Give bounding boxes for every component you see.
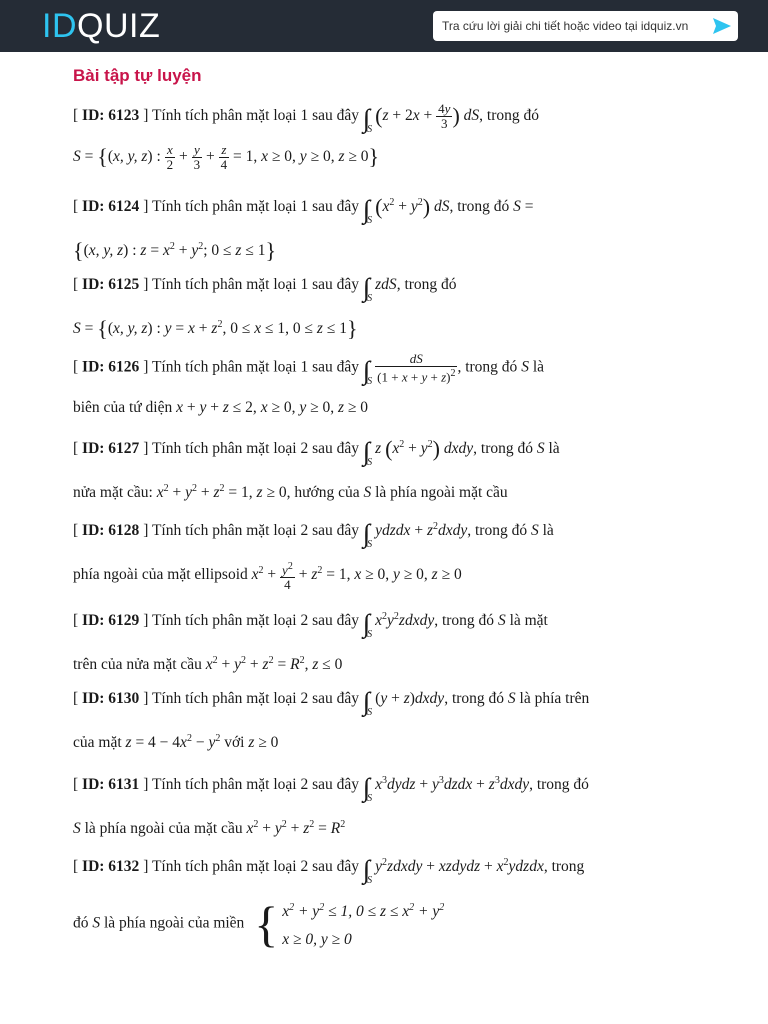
exercise-text: Tính tích phân mặt loại 1 sau đây: [151, 198, 360, 216]
send-button[interactable]: [710, 15, 734, 37]
exercise-text: Tính tích phân mặt loại 2 sau đây: [151, 776, 360, 794]
logo-quiz-text: QUIZ: [77, 7, 161, 45]
exercise-tail: , trong đó: [457, 358, 518, 376]
exercise-text: Tính tích phân mặt loại 2 sau đây: [151, 690, 360, 707]
exercise-id: ID: 6124: [82, 198, 140, 216]
exercise-text-2: của mặt: [73, 734, 122, 752]
exercise-text: Tính tích phân mặt loại 2 sau đây: [151, 612, 360, 630]
logo-id-text: ID: [42, 7, 77, 45]
exercise-6132: [ ID: 6132 ] Tính tích phân mặt loại 2 sau đây ∫∫ $_Sy^2zdxdy$ + xzdydz + $x^2ydzdx$, trong đó S là phía ngoài của miền { $x^2 + y^2 \le 1$, $0 \le z \le x^2 + y^2$ x ≥ 0, y ≥ 0: [73, 850, 695, 954]
search-placeholder: Tra cứu lời giải chi tiết hoặc video tại idquiz.vn: [442, 19, 689, 33]
exercise-6125: [ ID: 6125 ] Tính tích phân mặt loại 1 sau đây ∫∫ $_S$zdS, trong đó S = {(x, y, z) : $y = x + z^2$, 0 ≤ x ≤ 1, 0 ≤ z ≤ 1}: [73, 273, 457, 342]
exercise-tail: , trong đó: [434, 612, 495, 630]
exercise-text: Tính tích phân mặt loại 1 sau đây: [151, 276, 360, 293]
exercise-id: ID: 6127: [82, 440, 140, 458]
exercise-id: ID: 6125: [82, 276, 140, 293]
exercise-text-2: là phía ngoài của mặt cầu: [84, 820, 243, 838]
exercise-text-3: , hướng của: [286, 484, 360, 502]
exercise-6127: [ ID: 6127 ] Tính tích phân mặt loại 2 sau đây ∫∫ $_S$z $(x^2 + y^2)$ dxdy, trong đó S là nửa mặt cầu: $x^2 + y^2 + z^2 = 1$, z ≥ 0, hướng của S là phía ngoài mặt cầu: [73, 436, 560, 502]
exercise-6128: [ ID: 6128 ] Tính tích phân mặt loại 2 sau đây ∫∫ $_S$ydzdx + $z^2dxdy$, trong đó S là phía ngoài của mặt ellipsoid $x^2$ + $\frac{y^2}{4}$ + $z^2 = 1$, x ≥ 0, y ≥ 0, z ≥ 0: [73, 519, 554, 592]
exercise-text-4: là phía ngoài mặt cầu: [375, 484, 508, 502]
exercise-text-3: với: [224, 734, 245, 752]
exercise-tail: , trong đó: [479, 107, 539, 125]
exercise-text: Tính tích phân mặt loại 2 sau đây: [151, 440, 360, 458]
exercise-text-2: đó: [73, 914, 89, 932]
content-header: [73, 64, 695, 88]
exercise-id: ID: 6126: [82, 358, 140, 376]
exercise-tail: , trong đó: [444, 690, 505, 707]
top-bar: [0, 0, 768, 52]
exercise-text-3: là phía ngoài của miền: [104, 914, 245, 932]
exercise-6123: [ ID: 6123 ] Tính tích phân mặt loại 1 sau đây ∫∫ $_S$(z + 2x + $\frac{4y}{3}$ ) dS, trong đó S = {(x, y, z) : $\frac{x}{2}$ + $\frac{y}{3}$ + $\frac{z}{4}$ = 1, x ≥ 0, y ≥ 0, z ≥ 0}: [73, 101, 539, 173]
exercise-6124: [ ID: 6124 ] Tính tích phân mặt loại 1 sau đây ∫∫ $_S(x^2 + y^2)$ dS, trong đó S = {(x, y, z) : $z = x^2 + y^2$; 0 ≤ z ≤ 1}: [73, 194, 534, 264]
exercise-6130: [ ID: 6130 ] Tính tích phân mặt loại 2 sau đây ∫∫ $_S$(y + z)dxdy, trong đó S là phía trên của mặt $z = 4 - 4x^2 - y^2$ với z ≥ 0: [73, 687, 590, 752]
exercise-text: Tính tích phân mặt loại 2 sau đây: [151, 522, 360, 540]
exercise-id: ID: 6123: [82, 107, 140, 125]
exercise-6126: [ ID: 6126 ] Tính tích phân mặt loại 1 sau đây ∫∫ $_S$ $\frac{dS}{(1 + x + y + z)^2}$ , trong đó S là biên của tứ diện x + y + z ≤ 2, x ≥ 0, y ≥ 0, z ≥ 0: [73, 351, 544, 416]
exercise-tail: , trong đó: [473, 440, 533, 458]
exercise-tail: , trong đó: [449, 198, 510, 216]
exercise-tail-2: là phía trên: [519, 690, 590, 707]
exercise-id: ID: 6129: [82, 612, 140, 630]
exercise-id: ID: 6130: [82, 690, 140, 707]
exercise-tail: , trong: [543, 858, 585, 876]
exercise-text-2: nửa mặt cầu:: [73, 484, 153, 502]
exercise-text-2: trên của nửa mặt cầu: [73, 656, 202, 674]
search-input[interactable]: [433, 11, 738, 41]
exercise-id: ID: 6128: [82, 522, 140, 540]
idquiz-logo[interactable]: [42, 6, 160, 46]
send-icon: [712, 17, 732, 35]
exercise-tail: , trong đó: [396, 276, 457, 293]
exercise-6129: [ ID: 6129 ] Tính tích phân mặt loại 2 sau đây ∫∫ $_Sx^2y^2zdxdy$, trong đó S là mặt trên của nửa mặt cầu $x^2 + y^2 + z^2 = R^2$, z ≤ 0: [73, 609, 548, 674]
exercise-text: Tính tích phân mặt loại 1 sau đây: [151, 358, 360, 376]
exercise-text-2: biên của tứ diện: [73, 398, 173, 416]
exercise-tail: , trong đó: [529, 776, 589, 794]
exercise-id: ID: 6131: [82, 776, 140, 794]
exercise-tail: , trong đó: [467, 522, 528, 540]
section-title: Bài tập tự luyện: [73, 66, 202, 85]
exercise-id: ID: 6132: [82, 858, 140, 876]
exercise-text: Tính tích phân mặt loại 2 sau đây: [151, 858, 360, 876]
exercise-6131: [ ID: 6131 ] Tính tích phân mặt loại 2 sau đây ∫∫ $_Sx^3dydz$ + $y^3dzdx$ + $z^3dxdy$, trong đó S là phía ngoài của mặt cầu $x^2 + y^2 + z^2 = R^2$: [73, 773, 589, 838]
region-system: { $x^2 + y^2 \le 1$, $0 \le z \le x^2 + y^2$ x ≥ 0, y ≥ 0: [254, 896, 445, 953]
exercise-tail-2: là mặt: [509, 612, 548, 630]
exercise-text: Tính tích phân mặt loại 1 sau đây: [151, 107, 360, 125]
exercise-text-2: phía ngoài của mặt ellipsoid: [73, 566, 248, 584]
